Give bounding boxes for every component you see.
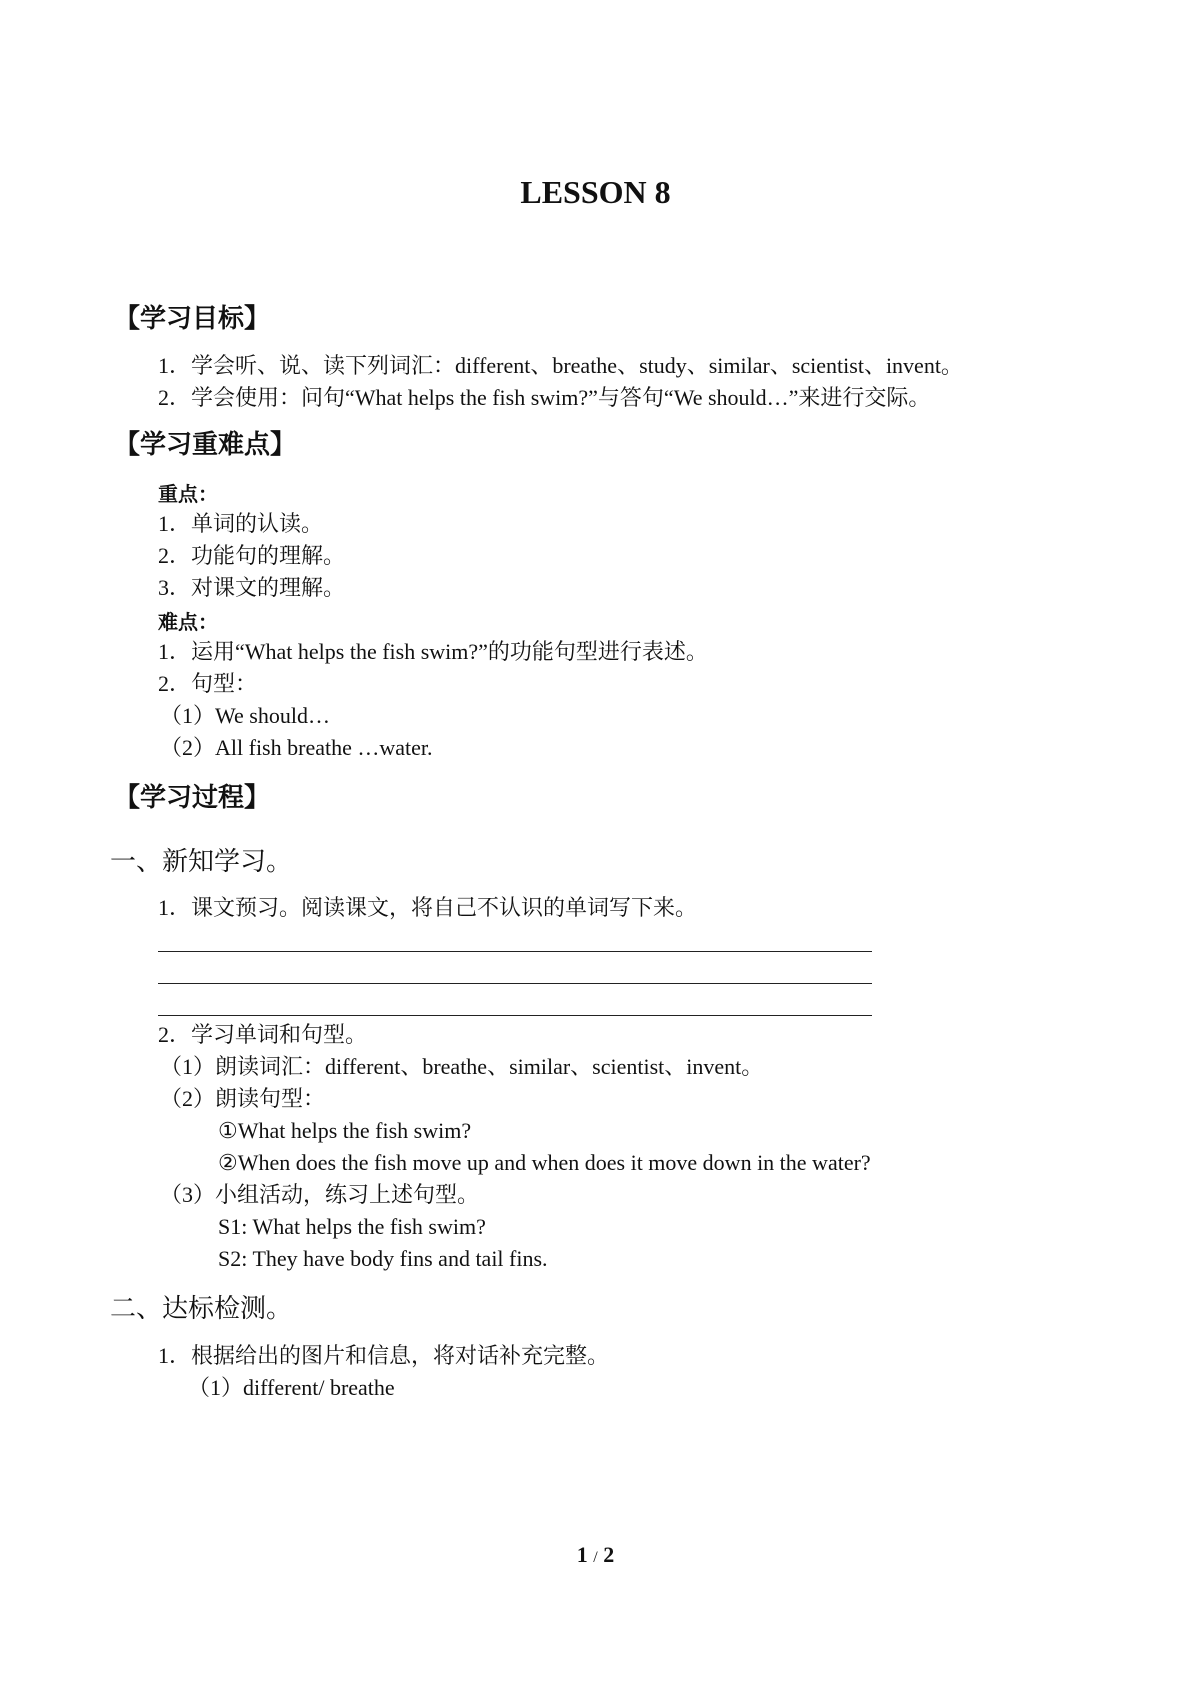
part2-item-1: 1．根据给出的图片和信息，将对话补充完整。 <box>158 1343 610 1368</box>
part2-sub-1: （1）different/ breathe <box>188 1375 395 1400</box>
difficulty-pattern-2: （2）All fish breathe …water. <box>160 735 433 760</box>
process-heading: 【学习过程】 <box>114 783 271 813</box>
answer-line-2[interactable] <box>158 983 872 984</box>
objective-item-2: 2．学会使用：问句“What helps the fish swim?”与答句“We should…”来进行交际。 <box>158 385 931 410</box>
part1-sub-3: （3）小组活动，练习上述句型。 <box>160 1182 480 1207</box>
part1-sub-1: （1）朗读词汇：different、breathe、similar、scientist、invent。 <box>160 1054 764 1079</box>
difficulty-item-2: 2．句型： <box>158 671 258 696</box>
sentence-1: ①What helps the fish swim? <box>218 1118 472 1143</box>
page-number <box>0 1544 1191 1566</box>
part1-item-2: 2．学习单词和句型。 <box>158 1022 368 1047</box>
dialog-line-1: S1: What helps the fish swim? <box>218 1214 486 1239</box>
answer-line-3[interactable] <box>158 1015 872 1016</box>
focus-item-3: 3．对课文的理解。 <box>158 575 346 600</box>
focus-item-2: 2．功能句的理解。 <box>158 543 346 568</box>
difficulty-label: 难点： <box>158 610 218 634</box>
difficulty-item-1: 1．运用“What helps the fish swim?”的功能句型进行表述。 <box>158 639 708 664</box>
answer-line-1[interactable] <box>158 951 872 952</box>
dialog-line-2: S2: They have body fins and tail fins. <box>218 1246 548 1271</box>
page-title: LESSON 8 <box>520 174 671 210</box>
objectives-heading: 【学习目标】 <box>114 304 271 334</box>
focus-item-1: 1．单词的认读。 <box>158 511 324 536</box>
part1-item-1: 1．课文预习。阅读课文，将自己不认识的单词写下来。 <box>158 895 698 920</box>
part1-heading: 一、新知学习。 <box>110 847 293 877</box>
sentence-2: ②When does the fish move up and when does it move down in the water? <box>218 1150 871 1175</box>
difficulty-pattern-1: （1）We should… <box>160 703 330 728</box>
objective-item-1: 1．学会听、说、读下列词汇：different、breathe、study、similar、scientist、invent。 <box>158 353 963 378</box>
focus-label: 重点： <box>158 482 218 506</box>
page-separator: / <box>593 1549 598 1566</box>
part1-sub-2: （2）朗读句型： <box>160 1086 326 1111</box>
part2-heading: 二、达标检测。 <box>110 1294 293 1324</box>
key-points-heading: 【学习重难点】 <box>114 430 297 460</box>
page-current: 1 <box>576 1542 588 1567</box>
page-total: 2 <box>603 1542 615 1567</box>
